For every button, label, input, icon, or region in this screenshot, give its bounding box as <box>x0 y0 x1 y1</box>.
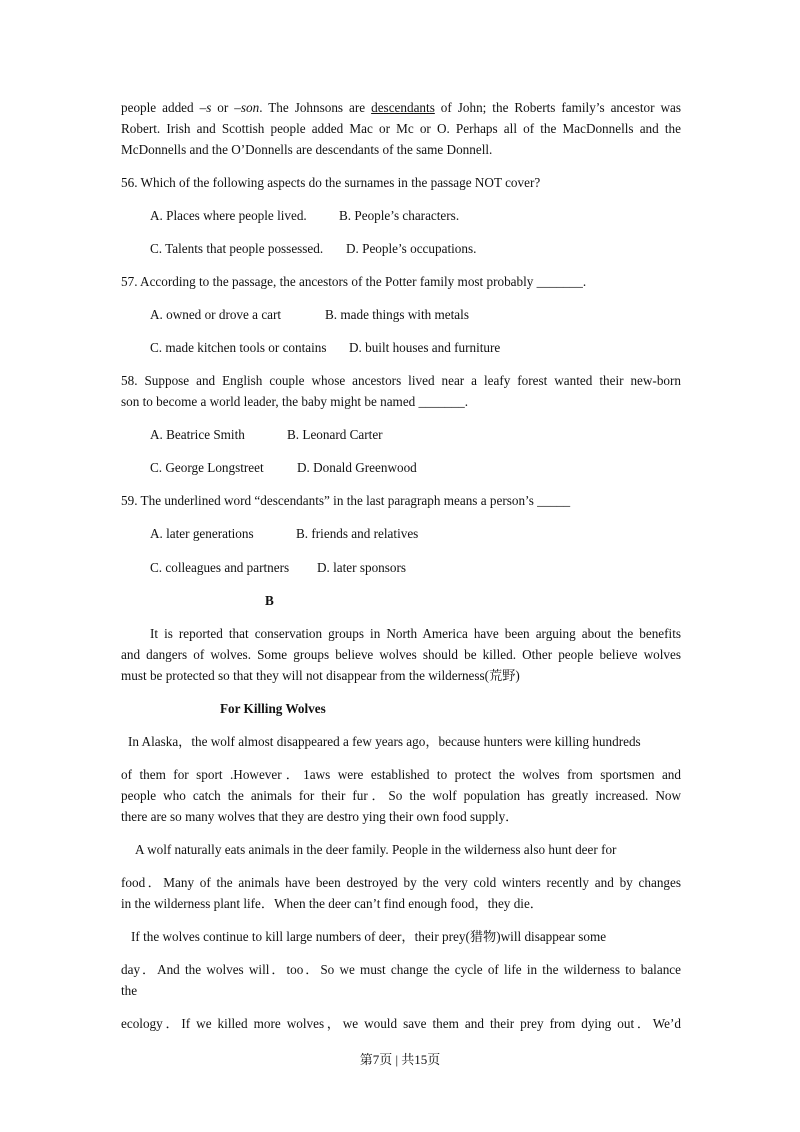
question-58-option-d: D. Donald Greenwood <box>297 460 417 475</box>
question-59-option-c: C. colleagues and partners <box>150 560 290 575</box>
question-57-option-d: D. built houses and furniture <box>349 340 501 355</box>
paragraph-1-line-4: there are so many wolves that they are destro ying their own food supply． <box>121 809 519 824</box>
paragraph-2-line-1: A wolf naturally eats animals in the deer family. People in the wilderness also hunt deer for <box>135 842 617 857</box>
paragraph-3-line-3: the <box>121 983 138 998</box>
paragraph-1-line-3: people who catch the animals for their fur．So the wolf population has greatly increased. Now <box>121 788 681 803</box>
paragraph-3-line-2: day．And the wolves will．too．So we must change the cycle of life in the wilderness to balance <box>121 962 681 977</box>
question-57-stem: 57. According to the passage, the ancestors of the Potter family most probably _______. <box>121 274 587 289</box>
question-56-option-d: D. People’s occupations. <box>346 241 477 256</box>
text-run: . The Johnsons are <box>259 100 372 115</box>
question-57-option-c: C. made kitchen tools or contains <box>150 340 327 355</box>
question-56-option-a: A. Places where people lived. <box>150 208 307 223</box>
intro-line-1 <box>121 97 681 118</box>
paragraph-3-line-1: If the wolves continue to kill large numbers of deer，their prey(猎物)will disappear some <box>131 929 607 944</box>
intro-line-2: Robert. Irish and Scottish people added Mac or Mc or O. Perhaps all of the MacDonnells and the <box>121 121 681 136</box>
text-run: of John; the Roberts family’s ancestor was <box>434 100 681 115</box>
question-58-stem-line-2: son to become a world leader, the baby might be named _______. <box>121 394 469 409</box>
question-59-option-b: B. friends and relatives <box>296 526 419 541</box>
question-56-option-b: B. People’s characters. <box>339 208 460 223</box>
question-58-option-b: B. Leonard Carter <box>287 427 383 442</box>
intro-line-3: McDonnells and the O’Donnells are descendants of the same Donnell. <box>121 142 493 157</box>
text-run: or <box>211 100 235 115</box>
question-59-option-a: A. later generations <box>150 526 254 541</box>
section-b-intro-line-1: It is reported that conservation groups in North America have been arguing about the benefits <box>150 626 681 641</box>
underlined-word: descendants <box>371 100 435 115</box>
question-59-stem: 59. The underlined word “descendants” in the last paragraph means a person’s _____ <box>121 493 571 508</box>
question-57-option-a: A. owned or drove a cart <box>150 307 282 322</box>
paragraph-1-line-1: In Alaska，the wolf almost disappeared a few years ago，because hunters were killing hundreds <box>128 734 641 749</box>
paragraph-1-line-2: of them for sport .However．1aws were established to protect the wolves from sportsmen and <box>121 767 681 782</box>
question-56-stem: 56. Which of the following aspects do the surnames in the passage NOT cover? <box>121 175 541 190</box>
paragraph-2-line-2: food．Many of the animals have been destroyed by the very cold winters recently and by changes <box>121 875 681 890</box>
section-b-intro-line-2: and dangers of wolves. Some groups believe wolves should be killed. Other people believe wolves <box>121 647 681 662</box>
page-footer: 第7页 | 共15页 <box>359 1052 441 1067</box>
question-58-option-a: A. Beatrice Smith <box>150 427 245 442</box>
section-heading: For Killing Wolves <box>220 701 326 716</box>
question-56-option-c: C. Talents that people possessed. <box>150 241 324 256</box>
question-59-option-d: D. later sponsors <box>317 560 407 575</box>
text-run-italic: –son <box>234 100 260 115</box>
section-b-label: B <box>265 593 274 608</box>
question-57-option-b: B. made things with metals <box>325 307 469 322</box>
question-58-option-c: C. George Longstreet <box>150 460 264 475</box>
paragraph-2-line-3: in the wilderness plant life．When the deer can’t find enough food，they die． <box>121 896 543 911</box>
section-b-intro-line-3: must be protected so that they will not disappear from the wilderness(荒野) <box>121 668 520 683</box>
paragraph-4-line-1: ecology．If we killed more wolves，we would save them and their prey from dying out．We’d <box>121 1016 681 1031</box>
question-58-stem-line-1: 58. Suppose and English couple whose ancestors lived near a leafy forest wanted their new-born <box>121 373 681 388</box>
text-run: people added <box>121 100 200 115</box>
text-run-italic: –s <box>199 100 212 115</box>
